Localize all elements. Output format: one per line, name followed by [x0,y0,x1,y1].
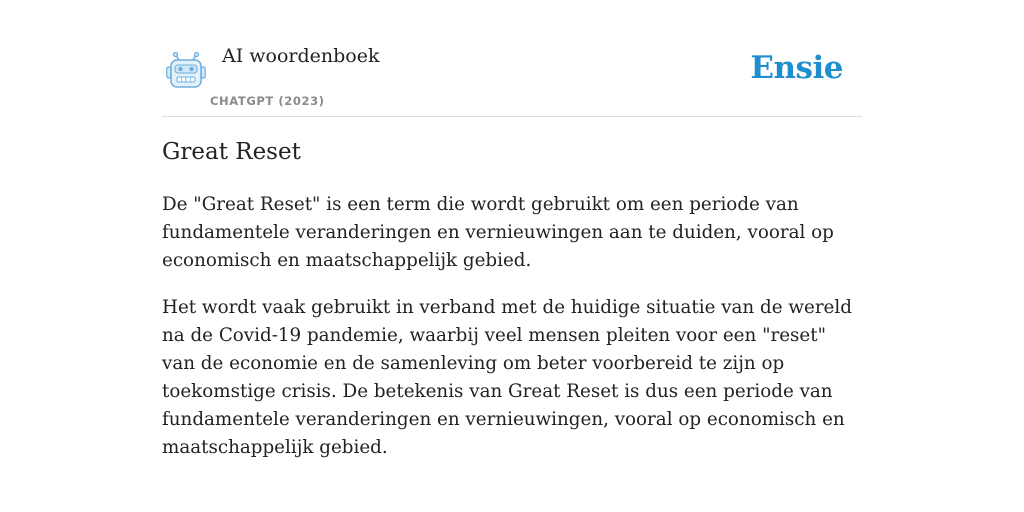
dictionary-title[interactable]: AI woordenboek [222,45,380,67]
header [162,0,862,117]
term-title: Great Reset [162,139,301,165]
definition-paragraph: Het wordt vaak gebruikt in verband met de huidige situatie van de wereld na de Covid-19 pandemie, waarbij veel mensen pleiten voor een "reset" van de economie en de samenleving om beter voorbereid te zijn op toekomstige crisis. De betekenis van Great Reset is dus een periode van fundamentele veranderingen en vernieuwingen, vooral op economisch en maatschappelijk gebied. [162,297,852,458]
ensie-logo[interactable]: Ensie [750,50,843,86]
source-label: CHATGPT (2023) [210,94,325,108]
definition-paragraph: De "Great Reset" is een term die wordt gebruikt om een periode van fundamentele veranderingen en vernieuwingen aan te duiden, vooral op economisch en maatschappelijk gebied. [162,194,834,271]
definition [162,191,862,481]
page [162,0,862,458]
robot-icon [166,52,206,90]
